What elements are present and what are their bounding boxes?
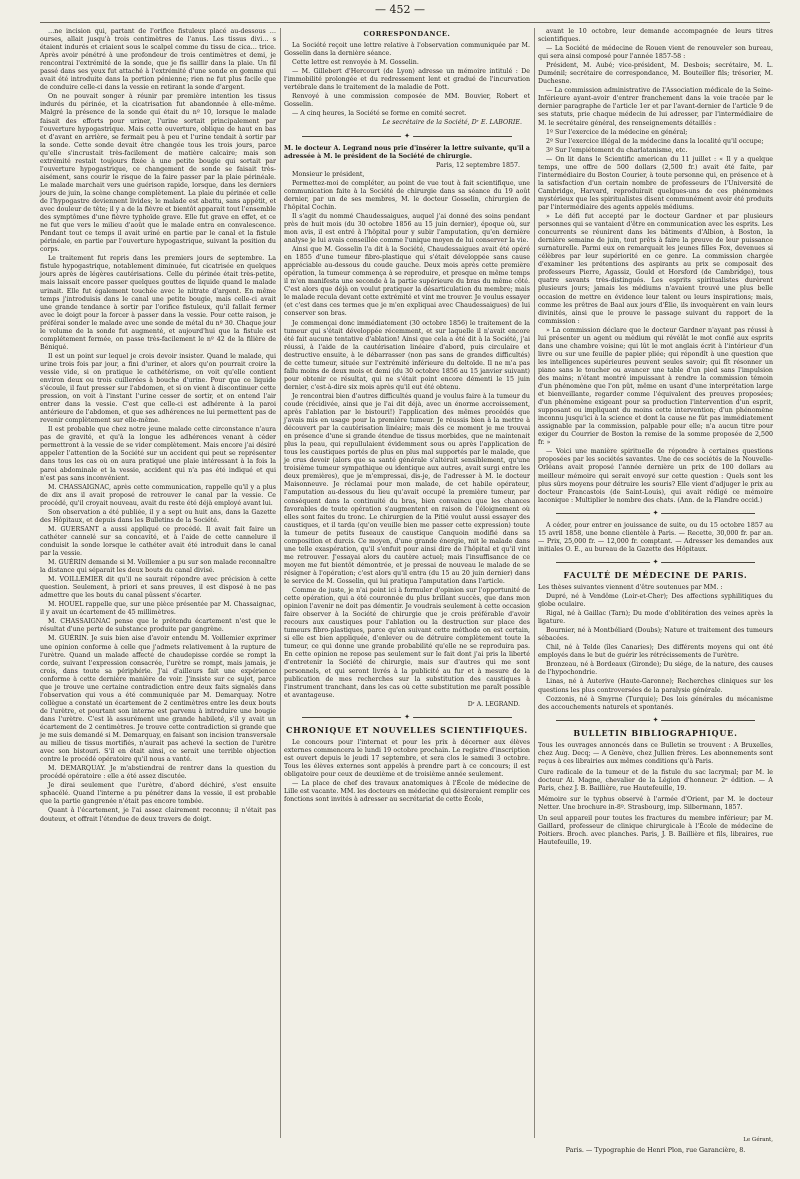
paragraph: M. GUÉRIN. Je suis bien aise d'avoir entendu M. Voillemier exprimer une opinion conforme à celle que j'admets relativement à la rupture de l'urètre. Quand un malade affecté de chaudepisse cordée se rompt la corde, suivant l'expression consacrée, l'urètre se rompt, mais jamais, je crois, dans toute sa périphérie. J'ai d'ailleurs fait une expérience conforme à cette dernière manière de voir. J'insiste sur ce sujet, parce que je trouve une certaine contradiction entre deux faits signalés dans l'observation qui vous a été communiquée par M. Demarquay. Notre collègue a constaté un écartement de 2 centimètres entre les deux bouts de l'urètre, et pourtant son interne est parvenu à introduire une bougie dans l'urètre. C'est là assurément une grande habileté, s'il y avait un écartement de 2 centimètres. Je trouve cette contradiction si grande que je me suis demandé si M. Demarquay, en faisant son incision transversale au milieu de tissus mortifiés, n'aurait pas achevé la section de l'urètre avec son bistouri. S'il en était ainsi, ce serait une terrible objection contre le procédé opératoire qu'il nous a vanté.	[40, 635, 276, 764]
paragraph: On ne pouvait songer à réunir par première intention les tissus indurés du périnée, et la cicatrisation fut abandonnée à elle-même. Malgré la présence de la sonde qui était du nº 10, lorsque le malade faisait des efforts pour uriner, l'urine sortait principalement par l'ouverture hypogastrique. Mais cette ouverture, oblique de haut en bas et d'avant en arrière, se fermait peu à peu et l'urine tendait à sortir par la sonde. Cette sonde devait être changée tous les trois jours, parce qu'elle s'incrustait très-facilement de matière calcaire; mais son extrémité restait toujours fixée à une petite bougie qui sortait par l'ouverture hypogastrique, ce changement de sonde se faisait très-aisément, sans courir le risque de la faire passer par la plaie périnéale. Le malade marchait vers une guérison rapide, lorsque, dans les derniers jours de juin, la scène change complètement. La plaie du périnée et celle de l'hypogastre deviennent livides; le malade est abattu, sans appétit, et avec douleur de tête; il y a de la fièvre et bientôt apparait tout l'ensemble des symptômes d'une fièvre typhoïde grave. Elle fut grave en effet, et ce ne fut que vers le milieu d'août que le malade entra en convalescence. Pendant tout ce temps il avait uriné en partie par le canal et la fistule périnéale, en partie par l'ouverture hypogastrique, suivant la position du corps.	[40, 93, 276, 254]
correspondence-item: — M. Gillebert d'Hercourt (de Lyon) adresse un mémoire intitulé : De l'immobilité prolongée et du redressement lent et gradué de l'incurvation vertébrale dans le traitement de la maladie de Pott.	[284, 68, 530, 92]
section-divider: ✦	[556, 716, 755, 725]
letter-place-date: Paris, 12 septembre 1857.	[436, 161, 520, 169]
correspondence-item: La Société reçoit une lettre relative à l'observation communiquée par M. Gosselin dans la dernière séance.	[284, 42, 530, 58]
column-2	[284, 28, 530, 805]
paragraph: M. GUÉRIN demande si M. Voillemier a pu sur son malade reconnaître la distance qui séparait les deux bouts du canal divisé.	[40, 559, 276, 575]
section-divider: ✦	[302, 713, 512, 722]
correspondence-item: Cette lettre est renvoyée à M. Gosselin.	[292, 59, 419, 67]
classified-ad: A céder, pour entrer en jouissance de suite, ou du 15 octobre 1857 au 15 avril 1858, une bonne clientèle à Paris. — Recette, 30,000 fr. par an. — Prix, 25,000 fr. — 12,000 fr. comptant. — Adresser les demandes aux initiales O. E., au bureau de la Gazette des Hôpitaux.	[538, 521, 773, 553]
session-minutes	[40, 28, 276, 824]
column-divider	[534, 28, 535, 1138]
letter-signature: Dʳ A. LEGRAND.	[467, 700, 520, 708]
printer-line: Paris. — Typographie de Henri Plon, rue Garancière, 8.	[565, 1146, 746, 1155]
page-number: — 452 —	[375, 3, 425, 16]
section-divider: ✦	[556, 509, 755, 518]
letter-salutation: Monsieur le président,	[292, 170, 365, 178]
news-item: 2º Sur l'exercice illégal de la médecine dans la localité qu'il occupe;	[546, 137, 764, 145]
header-rule	[40, 22, 770, 23]
paragraph: Le traitement fut repris dans les premiers jours de septembre. La fistule hypogastrique, notablement diminuée, fut cicatrisée en quelques jours après de légères cautérisations. Celle du périnée était très-petite, mais laissait encore passer quelques gouttes de liquide quand le malade urinait. Elle fut également touchée avec le nitrate d'argent. En même temps j'introduisis dans le canal une petite bougie, mais celle-ci avait une grande tendance à sortir par l'orifice fistuleux, qu'il fallait fermer avec le doigt pour la forcer à passer dans la vessie. Pour cette raison, je préférai sonder le malade avec une sonde de métal du nº 30. Chaque jour le volume de la sonde fut augmenté, et aujourd'hui que la fistule est complétement fermée, on passe très-facilement le nº 42 de la filière de Béniqué.	[40, 255, 276, 351]
letter-heading: M. le docteur A. Legrand nous prie d'insérer la lettre suivante, qu'il a adressée à M. le président de la Société de chirurgie.	[284, 144, 530, 160]
news-item: — La Société de médecine de Rouen vient de renouveler son bureau, qui sera ainsi composé pour l'année 1857-58 :	[538, 45, 773, 61]
paragraph: Je dirai seulement que l'urètre, d'abord déchiré, s'est ensuite sphacélé. Quand l'interne a pu pénétrer dans la vessie, il est probable que la partie gangrenée n'était pas encore tombée.	[40, 782, 276, 806]
thesis-entry: Bronzeau, né à Bordeaux (Gironde); Du siége, de la nature, des causes de l'hypochondrie.	[538, 661, 773, 677]
news-item: — La place de chef des travaux anatomiques à l'École de médecine de Lille est vacante. MM. les docteurs en médecine qui désireraient remplir ces fonctions sont invités à adresser au secrétariat de cette École,	[284, 780, 530, 804]
column-3	[538, 28, 773, 850]
news-heading: CHRONIQUE ET NOUVELLES SCIENTIFIQUES.	[285, 724, 529, 735]
news-item: avant le 10 octobre, leur demande accompagnée de leurs titres scientifiques.	[538, 28, 773, 44]
thesis-entry: Bournier, né à Montbéliard (Doubs); Nature et traitement des tumeurs sébacées.	[538, 627, 773, 643]
thesis-entry: Rigal, né à Gaillac (Tarn); Du mode d'oblitération des veines après la ligature.	[538, 610, 773, 626]
bibliography-entry: Cure radicale de la tumeur et de la fistule du sac lacrymal; par M. le docteur Al. Magne, chevalier de la Légion d'honneur. 2ᵉ édition. — A Paris, chez J. B. Baillière, rue Hautefeuille, 19.	[538, 768, 773, 792]
secretary-signature: Le secrétaire de la Société, Dʳ E. LABORIE.	[382, 119, 522, 127]
letter-paragraph: Je rencontrai bien d'autres difficultés quand je voulus faire à la tumeur du coude (récidivée, ainsi que je l'ai dit déjà, avec un énorme accroissement, après l'ablation par le bistouri!) l'application des mêmes procédés que j'avais mis en usage pour la première tumeur. Je réussis bien à la mettre à découvert par la cautérisation linéaire; mais dès ce moment je me trouvai en présence d'une si grande étendue de tissus morbides, que ne maintenait plus la peau, qui repullulaient évidemment sous ou après l'application de tous les caustiques portés de plus en plus mal supportés par le malade, que je crus devoir (alors que sa santé générale s'altérait sensiblement, qu'une troisième tumeur sympathique ou identique aux autres, avait surgi entre les deux premières), que je m'empressai, dis-je, de l'adresser à M. le docteur Maisonneuve. Je réclamai pour mon malade, de cet habile opérateur, l'amputation au-dessous du lieu qu'avait occupé la première tumeur, par conséquent dans la continuité du bras, bien convaincu que les chances favorables de toute opération s'augmentent en raison de l'éloignement où elles sont faites du tronc. Le chirurgien de la Pitié voulut aussi essayer des caustiques, et il tarda (qu'on veuille bien me passer cette expression) toute la tumeur de petits fuseaux de caustique Canquoin modifié dans sa composition et durcis. Ce moyen, d'une grande énergie, mit le malade dans une telle exaspération, qu'il s'enfuit pour ainsi dire de l'hôpital et qu'il vint me retrouver. J'essayai alors du cautère actuel; mais l'insuffisance de ce moyen me fut bientôt démontrée, et je pressai de nouveau le malade de se résigner à l'opération; c'est alors qu'il entra (du 15 au 20 juin dernier) dans le service de M. Gosselin, qui lui pratiqua l'amputation dans l'article.	[284, 392, 530, 585]
paragraph: …ne incision qui, partant de l'orifice fistuleux placé au-dessous …ourses, allait jusqu'à trois centimètres de l'anus. Les tissus divi… s étaient indurés et criaient sous le scalpel comme du tissu de cica… trice. Après avoir pénétré à une profondeur de trois centimètres et demi, je rencontrai l'extrémité de la sonde, que je fis saillir dans la plaie. Un fil passé dans ses yeux fut attaché à l'extrémité d'une sonde en gomme qui avait été introduite dans la portion pénienne; rien ne fut plus facile que de conduire celle-ci dans la vessie en retirant la sonde d'argent.	[40, 28, 276, 92]
bibliography-entry: Tous les ouvrages annoncés dans ce Bulletin se trouvent : A Bruxelles, chez Aug. Decq; — A Genève, chez Jullien frères. Les abonnements sont reçus à ces librairies aux mêmes conditions qu'à Paris.	[538, 741, 773, 765]
letter-body	[284, 180, 530, 700]
bibliography-heading: BULLETIN BIBLIOGRAPHIQUE.	[573, 727, 738, 738]
gerant-line: Le Gérant,	[743, 1137, 773, 1143]
paragraph: Son observation a été publiée, il y a sept ou huit ans, dans la Gazette des Hôpitaux, et depuis dans les Bulletins de la Société.	[40, 508, 276, 524]
news-item: » Le défi fut accepté par le docteur Gardner et par plusieurs personnes qui se vantaient d'être en communication avec les esprits. Les concurrents se réunirent dans les bâtiments d'Albion, à Boston, la dernière semaine de juin, tout prêts à faire la preuve de leur puissance surnaturelle. Parmi eux on remarquait les jeunes filles Fox, devenues si célèbres par leur supériorité en ce genre. La commission chargée d'examiner les prétentions des aspirants au prix se composait des professeurs Pierre, Agassiz, Gould et Horsford (de Cambridge), tous quatre savants très-distingués. Les esprits spiritualistes durèrent plusieurs jours; jamais les médiums n'avaient trouvé une plus belle occasion de mettre en évidence leur talent ou leurs inspirations; mais, comme les prêtres de Baal aux jours d'Élie, ils invoquèrent en vain leurs divinités, ainsi que le prouve le passage suivant du rapport de la commission :	[538, 213, 773, 325]
letter-paragraph: Permettez-moi de compléter, au point de vue tout à fait scientifique, une communication faite à la Société de chirurgie dans sa séance du 19 août dernier, par un de ses membres, M. le docteur Gosselin, chirurgien de l'hôpital Cochin.	[284, 179, 530, 211]
news-item: Le concours pour l'internat et pour les prix à décerner aux élèves externes commencera le lundi 19 octobre prochain. Le registre d'inscription est ouvert depuis le jeudi 17 septembre, et sera clos le samedi 3 octobre. Tous les élèves externes sont appelés à prendre part à ce concours; il est obligatoire pour ceux de deuxième et de troisième année seulement.	[284, 738, 530, 778]
paragraph: M. CHASSAIGNAC pense que le prétendu écartement n'est que le résultat d'une perte de substance produite par gangrène.	[40, 618, 276, 634]
paragraph: Quant à l'écartement, je l'ai assez clairement reconnu; il n'était pas douteux, et offrait l'étendue de deux travers de doigt.	[40, 807, 276, 823]
thesis-entry: Chil, né à Telde (îles Canaries); Des différents moyens qui ont été employés dans le but de guérir les rétrécissements de l'urètre.	[538, 644, 773, 660]
correspondence-items	[284, 42, 530, 118]
letter-paragraph: Je commençai donc immédiatement (30 octobre 1856) le traitement de la tumeur qui s'était développée récemment, et sur laquelle il n'avait encore été fait aucune tentative d'ablation! Ainsi que cela a été dit à la Société, j'ai réussi, à l'aide de la cautérisation linéaire d'abord, puis circulaire et destructive ensuite, à le débarrasser (non pas sans de grandes difficultés) de cette tumeur, située sur l'extrémité inférieure du deltoïde. Il ne m'a pas fallu moins de deux mois et demi (du 30 octobre 1856 au 15 janvier suivant) pour obtenir ce résultat, qui ne s'était point encore démenti le 15 juin dernier, c'est-à-dire six mois après qu'il eut été obtenu.	[284, 319, 530, 391]
theses-list	[538, 593, 773, 712]
correspondence-heading: CORRESPONDANCE.	[363, 30, 451, 38]
thesis-entry: Cozzonis, né à Smyrne (Turquie); Des lois générales du mécanisme des accouchements naturels et spontanés.	[538, 695, 773, 711]
paragraph: M. HOUEL rappelle que, sur une pièce présentée par M. Chassaignac, il y avait un écartement de 45 millimètres.	[40, 601, 276, 617]
section-divider: ✦	[302, 132, 512, 141]
news-item: — Voici une manière spirituelle de répondre à certaines questions proposées par les sociétés savantes. Une de ces sociétés de la Nouvelle-Orléans avait proposé l'année dernière un prix de 100 dollars au meilleur mémoire qui serait envoyé sur cette question : Quels sont les plus sûrs moyens pour détruire les souris? Elle vient d'adjuger le prix au docteur Francastois (de Saint-Louis), qui avait rédigé ce mémoire laconique : Multiplier le nombre des chats. (Ann. de la Flandre occid.)	[538, 448, 773, 504]
news-item: 3º Sur l'empiétement du charlatanisme, etc.	[546, 146, 688, 154]
news-item: — La commission administrative de l'Association médicale de la Seine-Inférieure ayant-avoir d'entrer franchement dans la voie tracée par le dernier paragraphe de l'article 1er et par l'avant-dernier de l'article 9 de ses statuts, prie chaque médecin de lui adresser, par l'intermédiaire de M. le secrétaire général, des renseignements détaillés :	[538, 87, 773, 127]
paragraph: Il est un point sur lequel je crois devoir insister. Quand le malade, qui urine trois fois par jour, a fini d'uriner, et alors qu'on pourrait croire la vessie vide, si on pratique le cathétérisme, on voit qu'elle contient environ deux ou trois cuillerées à bouche d'urine. Pour que ce liquide s'écoule, il faut presser sur l'abdomen, et si on vient à discontinuer cette pression, on voit à l'instant l'urine cesser de sortir, et on entend l'air entrer dans la vessie. C'est que celle-ci est adhérente à la paroi antérieure de l'abdomen, et que ses adhérences ne lui permettent pas de revenir complètement sur elle-même.	[40, 352, 276, 425]
news-item: Président, M. Aubé; vice-président, M. Desbois; secrétaire, M. L. Duménil; secrétaire de correspondance, M. Bouteiller fils; trésorier, M. Duchesne.	[538, 62, 773, 86]
thesis-entry: Dupré, né à Vendôme (Loir-et-Cher); Des affections syphilitiques du globe oculaire.	[538, 593, 773, 609]
news-continued	[538, 28, 773, 505]
paragraph: M. DEMARQUAY. Je m'abstiendrai de rentrer dans la question du procédé opératoire : elle a été assez discutée.	[40, 765, 276, 781]
section-divider: ✦	[556, 558, 755, 567]
thesis-entry: Linas, né à Auterive (Haute-Garonne); Recherches cliniques sur les questions les plus controversées de la paralysie générale.	[538, 678, 773, 694]
page-footer	[538, 1136, 773, 1154]
news-item: — On lit dans le Scientific american du 11 juillet : « Il y a quelque temps, une offre de 500 dollars (2,500 fr.) avait été faite, par l'intermédiaire du Boston Courier, à toute personne qui, en présence et à la satisfaction d'un certain nombre de professeurs de l'Université de Cambridge, Harvard, reproduirait quelques-uns de ces phénomènes mystérieux que les spiritualistes disent communément avoir été produits par l'intermédiaire des agents appelés médiums.	[538, 155, 773, 211]
column-divider	[280, 28, 281, 1138]
correspondence-item: Renvoyé à une commission composée de MM. Bouvier, Robert et Gosselin.	[284, 93, 530, 109]
faculty-intro: Les thèses suivantes viennent d'être soutenues par MM. :	[538, 583, 723, 591]
paragraph: Il est probable que chez notre jeune malade cette circonstance n'aura pas de gravité, et qu'à la longue les adhérences venant à céder permettront à la vessie de se vider complètement. Mais encore j'ai désiré appeler l'attention de la Société sur un accident qui peut se représenter dans tous les cas où on aura pratiqué une plaie intéressant à la fois la paroi abdominale et la vessie, accident qui n'a pas été indiqué et qui n'est pas sans inconvénient.	[40, 426, 276, 482]
letter-paragraph: Comme de juste, je n'ai point ici à formuler d'opinion sur l'opportunité de cette opération, qui a été couronnée du plus brillant succès, que dans mon opinion l'avenir ne doit pas démentir. Je voudrais seulement à cette occasion faire observer à la Société de chirurgie que je crois préférable d'avoir recours aux caustiques pour l'ablation ou la destruction sur place des tumeurs fibro-plastiques, parce qu'en suivant cette méthode on est certain, si elle est bien appliquée, d'enlever ou de détruire complètement toute la tumeur, ce qui donne une grande probabilité qu'elle ne se reproduira pas. En cette opinion ne repose pas seulement sur le fait dont j'ai pris la liberté d'entretenir la Société de chirurgie, mais sur d'autres qui me sont personnels, et qui seront livrés à la publicité au fur et à mesure de la publication de mes recherches sur la substitution des caustiques à l'instrument tranchant, dans les cas où cette substitution me paraît possible et avantageuse.	[284, 587, 530, 699]
paragraph: M. GUERSANT a aussi appliqué ce procédé. Il avait fait faire un cathéter cannelé sur sa concavité, et à l'aide de cette cannelure il conduisit la sonde lorsque le cathéter avait été introduit dans le canal par la vessie.	[40, 525, 276, 557]
letter-paragraph: Il s'agit du nommé Chaudessaigues, auquel j'ai donné des soins pendant près de huit mois (du 30 octobre 1856 au 15 juin dernier), époque où, sur mon avis, il est entré à l'hôpital pour y subir l'amputation, qu'en dernière analyse je lui avais conseillée comme l'unique moyen de lui conserver la vie.	[284, 212, 530, 245]
news-items	[284, 739, 530, 804]
bibliography-list	[538, 742, 773, 848]
bibliography-entry: Mémoire sur le typhus observé à l'armée d'Orient, par M. le docteur Netter. Une brochure in-8º. Strasbourg, imp. Silbermann, 1857.	[538, 795, 773, 812]
news-item: » La commission déclare que le docteur Gardner n'ayant pas réussi à lui présenter un agent ou médium qui révélât le mot confié aux esprits dans une chambre voisine; qui lût le mot anglais écrit à l'intérieur d'un livre ou sur une feuille de papier pliée; qui répondît à une question que les intelligences supérieures peuvent seules savoir; qui fît résonner un piano sans le toucher ou avancer une table d'un pied sans l'impulsion des mains; n'étant montré impuissant à rendre la commission témoin d'un phénomène que l'on pût, même en usant d'une interprétation large et bienveillante, regarder comme l'équivalent des preuves proposées; d'un phénomène exigeant pour sa production l'intervention d'un esprit, supposant ou impliquant du moins cette intervention; d'un phénomène inconnu jusqu'ici à la science et dont la cause ne fût pas immédiatement assignable par la commission, palpable pour elle; n'a aucun titre pour exiger du Courrier de Boston la remise de la somme proposée de 2,500 fr. »	[538, 326, 773, 447]
column-1	[40, 28, 276, 825]
letter-paragraph: Ainsi que M. Gosselin l'a dit à la Société, Chaudessaigues avait été opéré en 1855 d'une tumeur fibro-plastique qui s'était développée sans cause appréciable au-dessous du coude gauche. Deux mois après cette première opération, la tumeur commença à se reproduire, et presque en même temps il m'en manifesta une seconde à la partie supérieure du bras du même côté. C'est alors que déjà on voulut pratiquer la désarticulation du membre; mais le malade recula devant cette extrémité et vint me trouver. Je voulus essayer (et c'est dans ces termes que je m'en expliquai avec Chaudessaigues) de lui conserver son bras.	[284, 246, 530, 318]
news-item: 1º Sur l'exercice de la médecine en général;	[546, 128, 688, 136]
correspondence-item: — A cinq heures, la Société se forme en comité secret.	[292, 110, 467, 118]
bibliography-entry: Un seul appareil pour toutes les fractures du membre inférieur; par M. Gaillard, professeur de clinique chirurgicale à l'École de médecine de Poitiers. Broch. avec planches. Paris, J. B. Baillière et fils, libraires, rue Hautefeuille, 19.	[538, 815, 773, 847]
paragraph: M. VOILLEMIER dit qu'il ne saurait répondre avec précision à cette question. Seulement, à priori et sans preuves, il est disposé à ne pas admettre que les bouts du canal pûssent s'écarter.	[40, 576, 276, 600]
paragraph: M. CHASSAIGNAC, après cette communication, rappelle qu'il y a plus de dix ans il avait proposé de retrouver le canal par la vessie. Ce procédé, qu'il croyait nouveau, avait du reste été déjà employé avant lui.	[40, 483, 276, 507]
faculty-heading: FACULTÉ DE MÉDECINE DE PARIS.	[563, 569, 748, 580]
